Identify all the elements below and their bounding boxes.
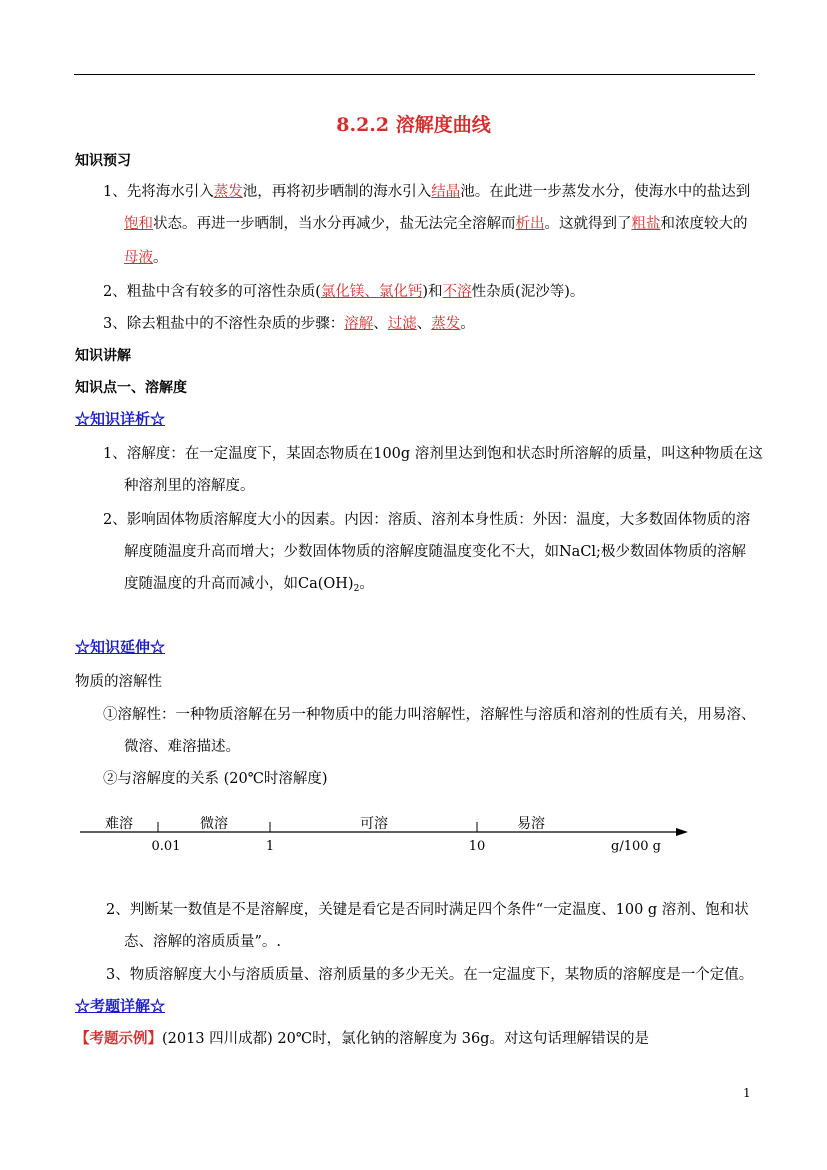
- solubility-scale-diagram: [74, 805, 704, 865]
- extension-line-1b: 微溶、难溶描述。: [124, 739, 240, 755]
- label-soluble: 可溶: [360, 816, 388, 832]
- detail-line-2c: 度随温度的升高而减小，如$Ca(OH)_2$。: [124, 576, 374, 594]
- lecture-heading: 知识讲解: [75, 348, 131, 364]
- knowledge-point-1: 知识点一、溶解度: [75, 380, 187, 396]
- unit-label: g/100 g: [611, 839, 661, 854]
- detail-line-2b: 解度随温度升高而增大；少数固体物质的溶解度随温度变化不大，如NaCl;极少数固体物质的溶解: [124, 544, 746, 560]
- preview-line-5: 3、除去粗盐中的不溶性杂质的步骤：溶解、过滤、蒸发。: [103, 316, 475, 332]
- preview-line-2: 饱和状态。再进一步晒制，当水分再减少，盐无法完全溶解而析出。这就得到了粗盐和浓度较大的: [124, 216, 748, 232]
- tick-label-10: 10: [468, 839, 486, 854]
- preview-heading: 知识预习: [75, 153, 131, 169]
- detail-line-1b: 种溶剂里的溶解度。: [124, 478, 255, 494]
- tick-label-0.01: 0.01: [151, 839, 181, 854]
- label-insoluble: 难溶: [105, 816, 133, 832]
- tick-label-1: 1: [265, 839, 275, 854]
- preview-line-1: 1、先将海水引入蒸发池，再将初步晒制的海水引入结晶池。在此进一步蒸发水分，使海水中的盐达到: [103, 184, 751, 200]
- label-readily-soluble: 易溶: [517, 816, 545, 832]
- exam-example: 【考题示例】(2013 四川成都) 20℃时，氯化钠的溶解度为 36g。对这句话理解错误的是: [75, 1030, 649, 1047]
- page-title: 8.2.2 溶解度曲线: [336, 114, 491, 136]
- extension-line-2: ②与溶解度的关系 (20℃时溶解度): [103, 771, 328, 787]
- extension-subheading: 物质的溶解性: [75, 674, 162, 690]
- extension-line-1: ①溶解性：一种物质溶解在另一种物质中的能力叫溶解性，溶解性与溶质和溶剂的性质有关，用易溶、: [103, 707, 756, 723]
- detail-line-2: 2、影响固体物质溶解度大小的因素。内因：溶质、溶剂本身性质：外因：温度，大多数固体物质的溶: [103, 512, 751, 528]
- note-line-2b: 态、溶解的溶质质量”。.: [124, 934, 282, 950]
- note-line-2: 2、判断某一数值是不是溶解度，关键是看它是否同时满足四个条件“一定温度、100 g 溶剂、饱和状: [106, 902, 749, 918]
- header-rule: [74, 74, 755, 75]
- preview-line-4: 2、粗盐中含有较多的可溶性杂质(氯化镁、氯化钙)和不溶性杂质(泥沙等)。: [103, 284, 585, 300]
- label-slightly-soluble: 微溶: [200, 816, 228, 832]
- extension-heading: ☆知识延伸☆: [75, 638, 166, 656]
- scale-arrowhead: [676, 828, 688, 836]
- detail-line-1: 1、溶解度：在一定温度下，某固态物质在100g 溶剂里达到饱和状态时所溶解的质量，叫这种物质在这: [103, 446, 763, 462]
- page-number: 1: [743, 1086, 751, 1100]
- preview-line-3: 母液。: [124, 250, 168, 266]
- note-line-3: 3、物质溶解度大小与溶质质量、溶剂质量的多少无关。在一定温度下，某物质的溶解度是一个定值。: [106, 967, 754, 983]
- detail-heading: ☆知识详析☆: [75, 410, 166, 428]
- exam-heading: ☆考题详解☆: [75, 997, 166, 1015]
